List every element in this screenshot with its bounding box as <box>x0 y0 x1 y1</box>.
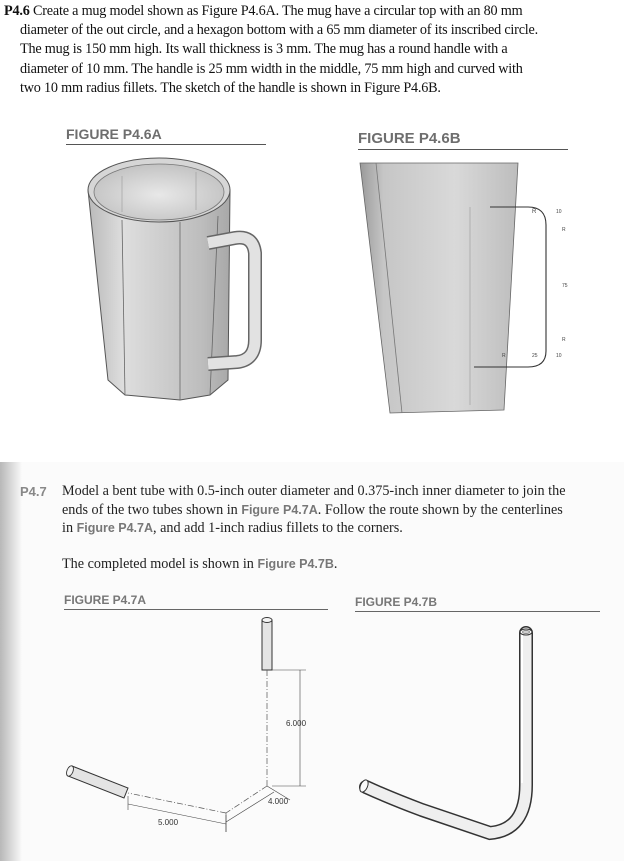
problem-line-2: diameter of the out circle, and a hexagon bottom with a 65 mm diameter of its inscribed circle. <box>20 22 538 39</box>
svg-text:R: R <box>562 337 566 343</box>
dimension-vertical: 6.000 <box>286 719 307 728</box>
figure-ref-p47a: Figure P4.7A <box>241 502 318 517</box>
dimension-depth: 4.000 <box>268 797 289 806</box>
svg-text:75: 75 <box>562 283 568 289</box>
figure-4-7a-title: FIGURE P4.7A <box>64 593 328 610</box>
problem-4-7-number: P4.7 <box>20 484 47 499</box>
svg-text:10: 10 <box>556 209 562 215</box>
problem-line-3: The mug is 150 mm high. Its wall thickness is 3 mm. The mug has a round handle with a <box>20 41 508 58</box>
p47-text-b: . Follow the route shown by the centerlines in <box>62 501 563 537</box>
figure-4-7b-title: FIGURE P4.7B <box>355 595 600 612</box>
svg-text:R: R <box>502 353 506 359</box>
svg-text:10: 10 <box>556 353 562 359</box>
svg-text:R: R <box>532 209 537 215</box>
svg-text:R: R <box>562 227 566 233</box>
svg-text:25: 25 <box>532 353 538 359</box>
problem-line-5: two 10 mm radius fillets. The sketch of the handle is shown in Figure P4.6B. <box>20 79 441 96</box>
figure-4-6a-title: FIGURE P4.6A <box>66 126 266 145</box>
page-gutter-shadow <box>0 462 22 861</box>
p47-text-a: Model a bent tube with 0.5-inch outer diameter and 0.375-inch inner diameter to join the ends of the two tubes shown in <box>62 483 566 518</box>
p47-text-d: The completed model is shown in <box>62 556 258 572</box>
problem-line-1: Create a mug model shown as Figure P4.6A. The mug have a circular top with an 80 mm <box>32 3 523 19</box>
mug-side-sketch <box>350 155 590 425</box>
problem-line-4: diameter of 10 mm. The handle is 25 mm width in the middle, 75 mm high and curved with <box>20 60 523 77</box>
problem-4-7-completion-text <box>62 555 572 574</box>
figure-ref-p47a-2: Figure P4.7A <box>76 521 154 536</box>
mug-illustration <box>80 150 280 410</box>
problem-number: P4.6 <box>4 3 30 19</box>
tube-routing-drawing <box>60 610 350 860</box>
problem-4-7-text <box>62 482 572 538</box>
p47-text-c: , and add 1-inch radius fillets to the corners. <box>153 520 403 537</box>
figure-4-6b-title: FIGURE P4.6B <box>358 130 568 150</box>
problem-4-6-text <box>4 2 618 98</box>
figure-ref-p47b: Figure P4.7B <box>257 557 334 571</box>
p47-text-e: . <box>333 556 338 572</box>
dimension-horizontal: 5.000 <box>158 818 179 827</box>
bent-tube-model <box>350 615 600 855</box>
